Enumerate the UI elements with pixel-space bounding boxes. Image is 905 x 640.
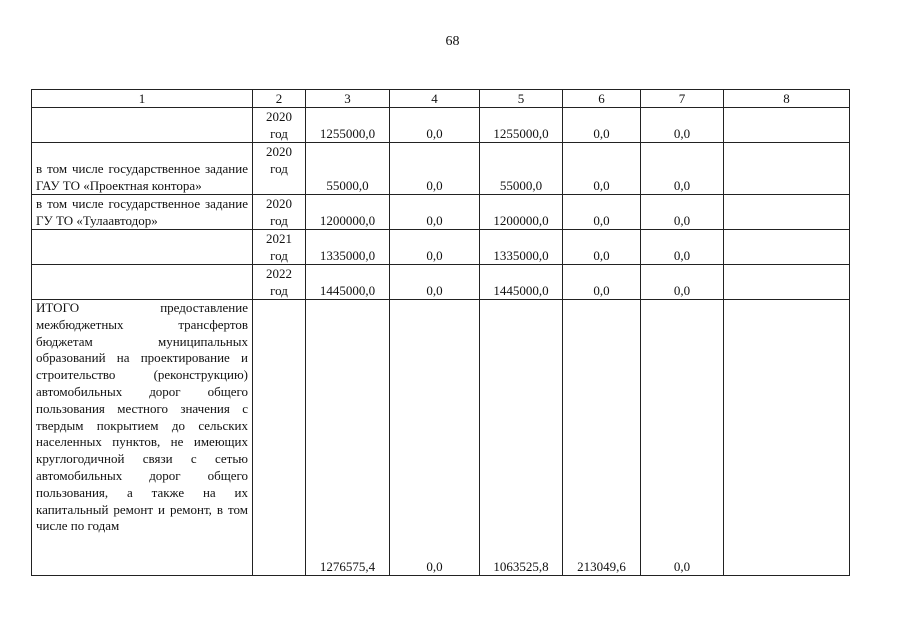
value-cell: 1200000,0 xyxy=(480,195,563,230)
value-cell: 0,0 xyxy=(641,108,724,143)
year-cell: 2020 год xyxy=(253,108,306,143)
value-cell xyxy=(724,230,850,265)
column-header: 7 xyxy=(641,90,724,108)
value-cell: 0,0 xyxy=(641,195,724,230)
year-cell: 2020 год xyxy=(253,195,306,230)
column-header: 8 xyxy=(724,90,850,108)
row-description: ИТОГО предоставление межбюджетных трансфертов бюджетам муниципальных образований на проектирование и строительство (реконструкцию) автомобильных дорог общего пользования местного значения с твердым покрытием до сельских населенных пунктов, не имеющих круглогодичной связи с сетью автомобильных дорог общего пользования, а также на их капитальный ремонт и ремонт, в том числе по годам xyxy=(32,300,253,576)
value-cell xyxy=(724,108,850,143)
table-row xyxy=(32,143,850,195)
column-header: 1 xyxy=(32,90,253,108)
value-cell: 0,0 xyxy=(563,230,641,265)
value-cell: 1276575,4 xyxy=(306,300,390,576)
value-cell: 0,0 xyxy=(390,195,480,230)
row-description: в том числе государственное задание ГУ ТО «Тулаавтодор» xyxy=(32,195,253,230)
value-cell: 0,0 xyxy=(563,195,641,230)
row-description: в том числе государственное задание ГАУ ТО «Проектная контора» xyxy=(32,143,253,195)
value-cell: 0,0 xyxy=(563,143,641,195)
header-row xyxy=(32,90,850,108)
year-cell: 2021 год xyxy=(253,230,306,265)
value-cell: 1445000,0 xyxy=(480,265,563,300)
column-header: 4 xyxy=(390,90,480,108)
value-cell: 0,0 xyxy=(390,108,480,143)
value-cell: 0,0 xyxy=(390,300,480,576)
row-description xyxy=(32,230,253,265)
budget-table xyxy=(31,89,850,576)
table-row xyxy=(32,230,850,265)
value-cell: 1335000,0 xyxy=(480,230,563,265)
table-row xyxy=(32,108,850,143)
value-cell: 0,0 xyxy=(390,230,480,265)
value-cell: 55000,0 xyxy=(306,143,390,195)
value-cell xyxy=(724,195,850,230)
year-cell: 2022 год xyxy=(253,265,306,300)
table-row-total xyxy=(32,300,850,576)
value-cell: 0,0 xyxy=(563,108,641,143)
table-row xyxy=(32,265,850,300)
column-header: 5 xyxy=(480,90,563,108)
value-cell: 213049,6 xyxy=(563,300,641,576)
value-cell: 1335000,0 xyxy=(306,230,390,265)
value-cell xyxy=(724,300,850,576)
value-cell: 1445000,0 xyxy=(306,265,390,300)
page-number: 68 xyxy=(445,34,460,49)
year-cell: 2020 год xyxy=(253,143,306,195)
value-cell: 0,0 xyxy=(563,265,641,300)
value-cell: 1200000,0 xyxy=(306,195,390,230)
column-header: 3 xyxy=(306,90,390,108)
value-cell xyxy=(724,265,850,300)
value-cell xyxy=(724,143,850,195)
value-cell: 1063525,8 xyxy=(480,300,563,576)
value-cell: 0,0 xyxy=(390,143,480,195)
value-cell: 0,0 xyxy=(390,265,480,300)
column-header: 6 xyxy=(563,90,641,108)
value-cell: 1255000,0 xyxy=(480,108,563,143)
value-cell: 55000,0 xyxy=(480,143,563,195)
row-description xyxy=(32,108,253,143)
value-cell: 0,0 xyxy=(641,265,724,300)
row-description xyxy=(32,265,253,300)
column-header: 2 xyxy=(253,90,306,108)
value-cell: 0,0 xyxy=(641,300,724,576)
year-cell xyxy=(253,300,306,576)
value-cell: 1255000,0 xyxy=(306,108,390,143)
table-row xyxy=(32,195,850,230)
value-cell: 0,0 xyxy=(641,143,724,195)
value-cell: 0,0 xyxy=(641,230,724,265)
